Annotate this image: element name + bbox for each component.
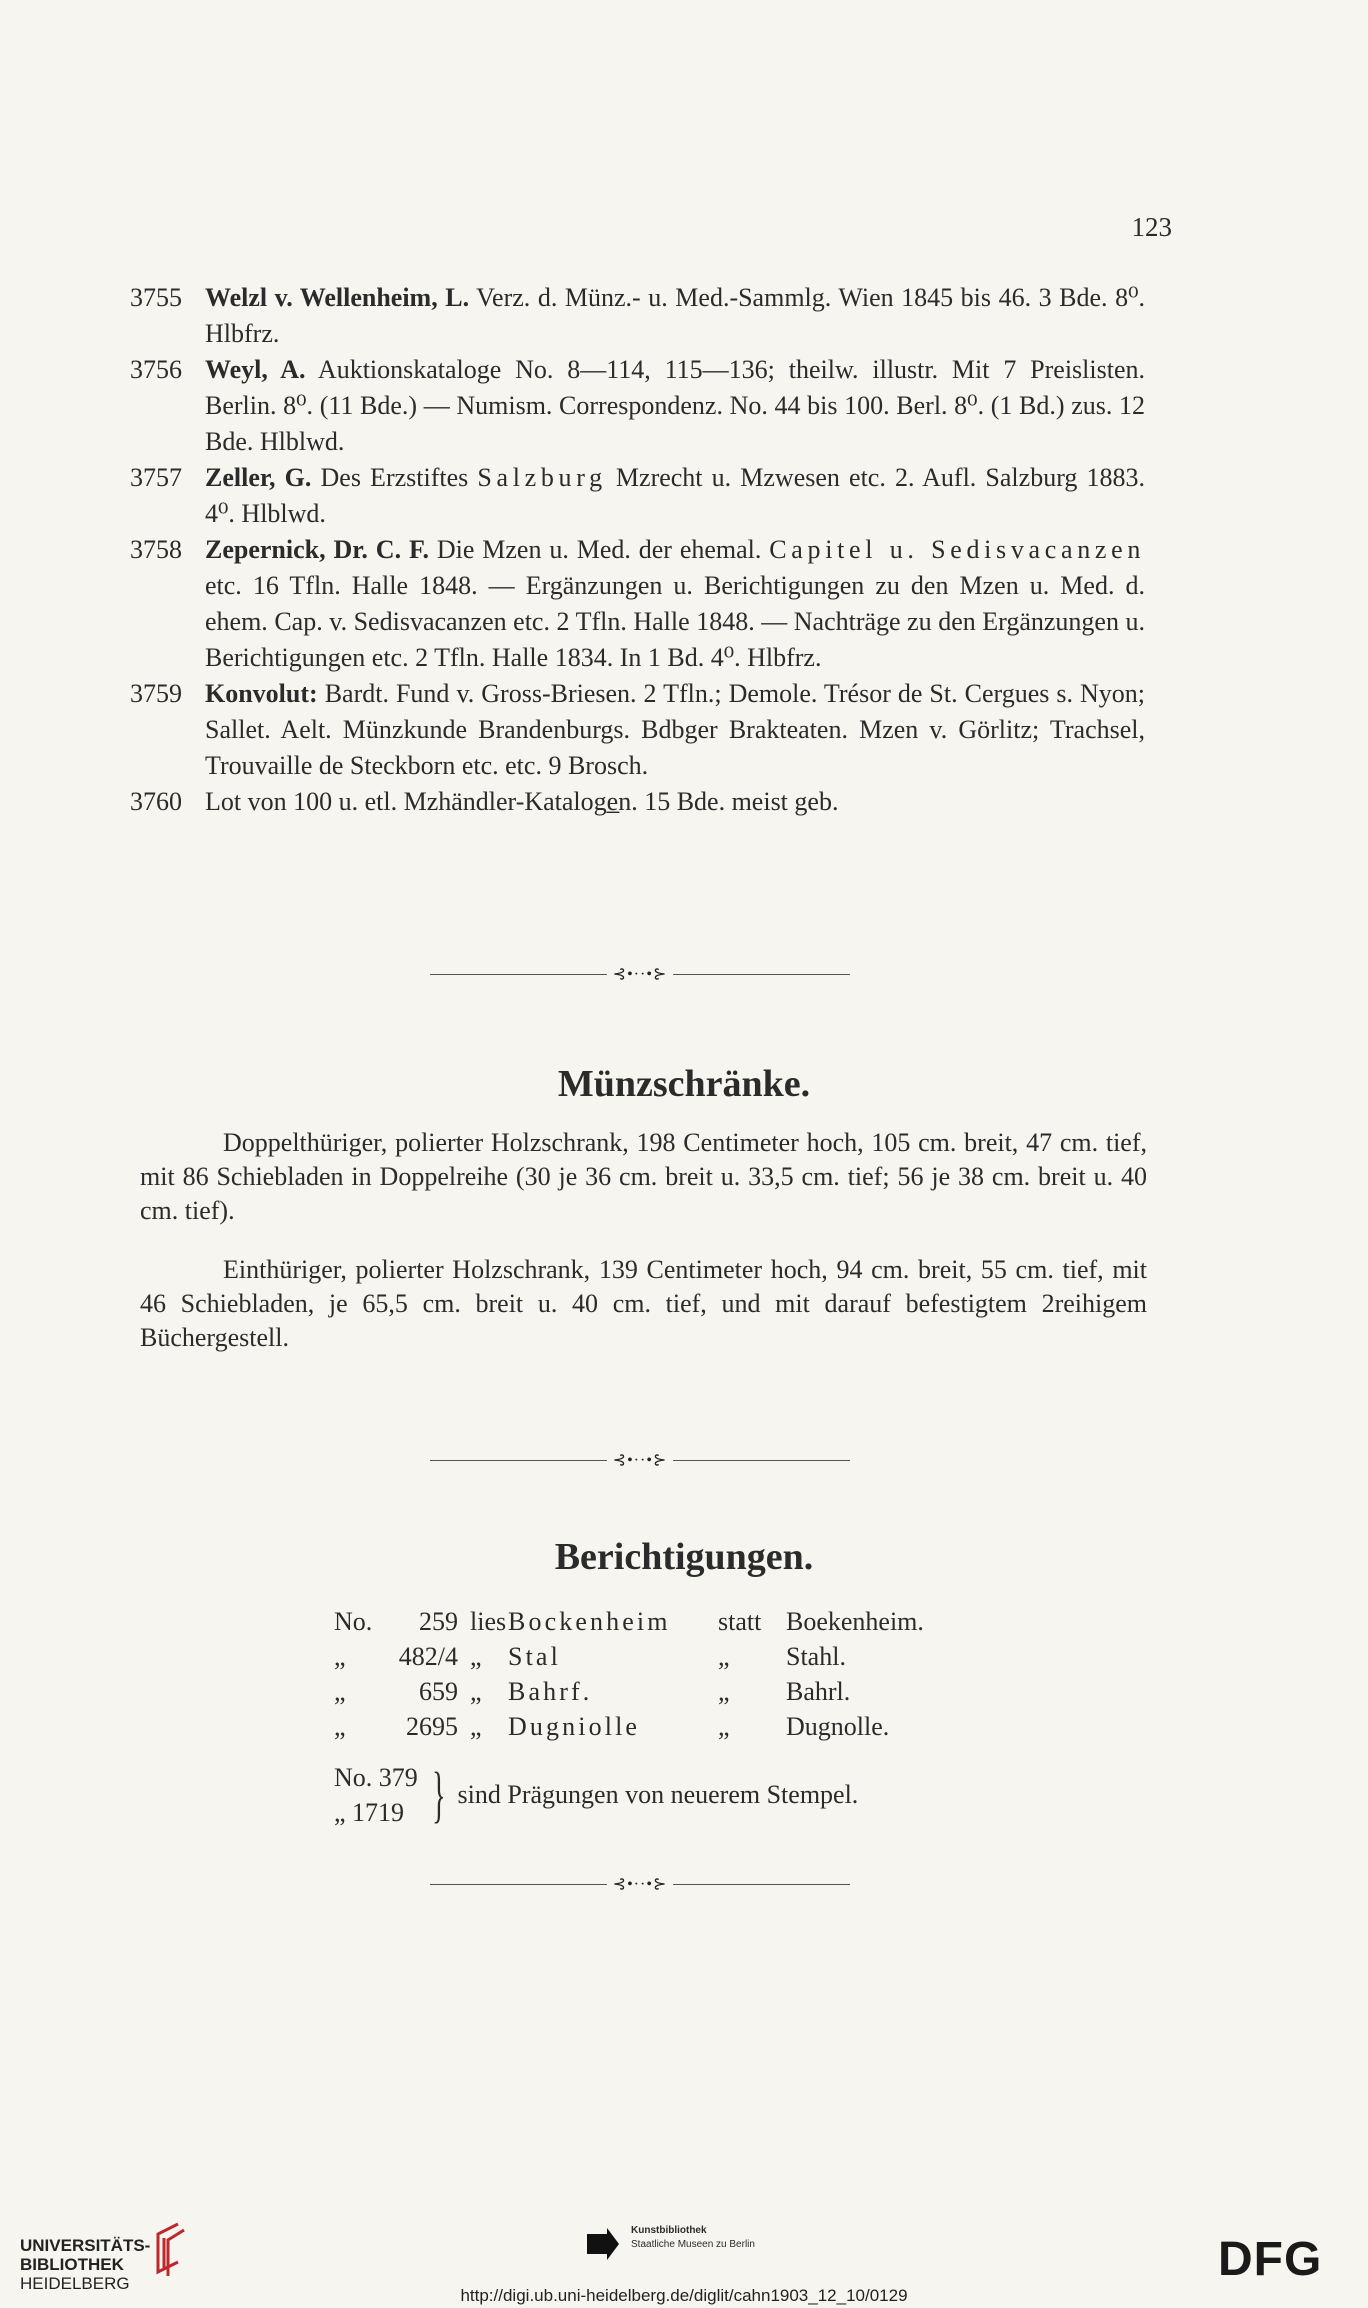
entry-text-pre: Die Mzen u. Med. der ehemal. xyxy=(428,535,770,564)
section-title-berichtigungen: Berichtigungen. xyxy=(554,1536,814,1578)
correction-row: „ 659 „ Bahrf. „ Bahrl. xyxy=(334,1677,851,1706)
brace-icon: } xyxy=(431,1761,446,1829)
entry-3758 xyxy=(130,532,1145,676)
group-line-1: No. 379 xyxy=(334,1763,418,1792)
entry-text-spaced: Salzburg xyxy=(477,463,607,492)
entry-text-pre: Des Erzstiftes xyxy=(311,463,478,492)
entry-number: 3757 xyxy=(130,463,182,492)
cabinet-description-1: Doppelthüriger, polierter Holzschrank, 198 Centimeter hoch, 105 cm. breit, 47 cm. tief, mit 86 Schiebladen in Doppelreihe (30 je 36 cm. breit u. 33,5 cm. tief; 56 je 38 cm. breit u. 40 cm. tief). xyxy=(140,1128,1147,1225)
group-text: sind Prägungen von neuerem Stempel. xyxy=(457,1780,859,1809)
entry-author: Zeller, G. xyxy=(205,463,312,492)
dfg-logo[interactable]: DFG xyxy=(1218,2233,1323,2286)
entry-author: Konvolut: xyxy=(205,679,318,708)
correction-row: „ 482/4 „ Stal „ Stahl. xyxy=(334,1642,846,1671)
entry-text: etc. 16 Tfln. Halle 1848. — Ergänzungen u. Berichtigungen zu den Mzen u. Med. d. ehem. Cap. v. Sedisvacanzen etc. 2 Tfln. Halle 1848. — Nachträge zu den Ergänzungen u. Berichtigungen etc. 2 Tfln. Halle 1834. In 1 Bd. 4⁰. Hlbfrz. xyxy=(205,571,1145,672)
entry-3760 xyxy=(130,784,1145,820)
ub-emblem-icon xyxy=(148,2220,190,2280)
entry-number: 3758 xyxy=(130,535,182,564)
entry-number: 3755 xyxy=(130,283,182,312)
entry-number: 3760 xyxy=(130,787,182,816)
entry-3759 xyxy=(130,676,1145,784)
divider-ornament: ⊰•··•⊱ xyxy=(430,1874,850,1894)
correction-row: No. 259 lies Bockenheim statt Boekenheim. xyxy=(334,1607,924,1636)
cabinet-description-2: Einthüriger, polierter Holzschrank, 139 Centimeter hoch, 94 cm. breit, 55 cm. tief, mit 46 Schiebladen, je 65,5 cm. breit u. 40 cm. tief, und mit darauf befestigtem 2reihigem Büchergestell. xyxy=(140,1255,1147,1352)
entry-text: Auktionskataloge No. 8—114, 115—136; theilw. illustr. Mit 7 Preislisten. Berlin. 8⁰. (11 Bde.) — Numism. Correspondenz. No. 44 bis 100. Berl. 8⁰. (1 Bd.) zus. 12 Bde. Hlblwd. xyxy=(205,355,1145,456)
correction-row: „ 2695 „ Dugniolle „ Dugnolle. xyxy=(334,1712,890,1741)
entry-author: Weyl, A. xyxy=(205,355,306,384)
kb-emblem-icon xyxy=(583,2224,623,2264)
entry-text-spaced: Capitel u. Sedisvacanzen xyxy=(769,535,1145,564)
divider-ornament: ⊰•··•⊱ xyxy=(430,964,850,984)
entry-author: Welzl v. Wellenheim, L. xyxy=(205,283,470,312)
divider-ornament: ⊰•··•⊱ xyxy=(430,1450,850,1470)
entry-text: Verz. d. Münz.- u. Med.-Sammlg. Wien 1845 bis 46. 3 Bde. 8⁰. Hlbfrz. xyxy=(205,283,1145,348)
entry-text: Mzrecht u. Mzwesen etc. 2. Aufl. Salzburg 1883. 4⁰. Hlblwd. xyxy=(205,463,1146,528)
corrections-list xyxy=(334,1604,954,1744)
source-url-link[interactable]: http://digi.ub.uni-heidelberg.de/diglit/cahn1903_12_10/0129 xyxy=(460,2286,908,2305)
entry-3756 xyxy=(130,352,1145,460)
group-line-2: „ 1719 xyxy=(334,1798,405,1827)
kunstbibliothek-logo[interactable]: Kunstbibliothek Staatliche Museen zu Berlin xyxy=(583,2224,755,2264)
entry-number: 3759 xyxy=(130,679,182,708)
footer xyxy=(0,2210,1368,2308)
entry-number: 3756 xyxy=(130,355,182,384)
entry-3757 xyxy=(130,460,1145,532)
catalog-entries xyxy=(130,280,1145,820)
entry-text: Lot von 100 u. etl. Mzhändler-Kataloge̲n. 15 Bde. meist geb. xyxy=(205,787,839,816)
ub-heidelberg-logo[interactable]: UNIVERSITÄTS- BIBLIOTHEK HEIDELBERG xyxy=(20,2236,151,2293)
entry-3755 xyxy=(130,280,1145,352)
entry-author: Zepernick, Dr. C. F. xyxy=(205,535,429,564)
page-number: 123 xyxy=(1131,212,1172,242)
correction-group-note xyxy=(334,1760,858,1830)
section-title-muenzschraenke: Münzschränke. xyxy=(557,1063,811,1105)
entry-text: Bardt. Fund v. Gross-Briesen. 2 Tfln.; Demole. Trésor de St. Cergues s. Nyon; Sallet. Aelt. Münzkunde Brandenburgs. Bdbger Brakteaten. Mzen v. Görlitz; Trachsel, Trouvaille de Steckborn etc. etc. 9 Brosch. xyxy=(205,679,1145,780)
